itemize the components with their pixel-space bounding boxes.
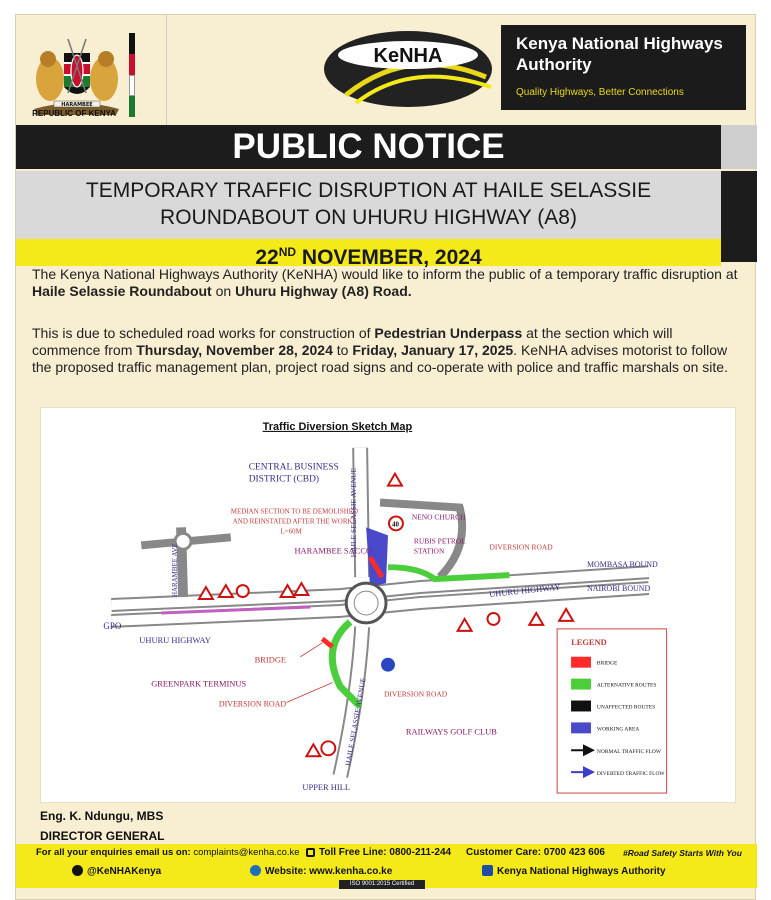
- notice-subtitle: [16, 171, 721, 239]
- globe-icon: [250, 865, 261, 876]
- working-area: [366, 527, 388, 587]
- label-diversion-road-ne: DIVERSION ROAD: [489, 542, 553, 552]
- kenha-tagline: Quality Highways, Better Connections: [516, 87, 684, 98]
- iso-badge: ISO 9001:2015 Certified: [339, 880, 425, 889]
- footer-customer-care[interactable]: Customer Care: 0700 423 606: [466, 847, 605, 858]
- label-rubis-2: STATION: [413, 546, 445, 556]
- footer-hashtag: #Road Safety Starts With You: [623, 848, 742, 858]
- kenha-logo: [316, 25, 501, 113]
- subtitle-line-2: ROUNDABOUT ON UHURU HIGHWAY (A8): [160, 206, 577, 229]
- phone-icon: [306, 848, 315, 857]
- enquiries-label: For all your enquiries email us on:: [36, 847, 194, 858]
- x-icon: [72, 865, 83, 876]
- signatory-name: Eng. K. Ndungu, MBS: [40, 809, 164, 823]
- notice-date: [16, 239, 721, 269]
- x-handle-text[interactable]: @KeNHAKenya: [87, 866, 162, 877]
- label-cbd-1: CENTRAL BUSINESS: [248, 462, 339, 473]
- label-gpo: GPO: [103, 620, 122, 631]
- label-golf-club: RAILWAYS GOLF CLUB: [405, 726, 497, 737]
- footer-website: [250, 865, 392, 877]
- p2-text-c: at the section which will commence from: [32, 325, 673, 358]
- motto-text: HARAMBEE: [61, 102, 93, 108]
- bridge-marker-south: [322, 639, 332, 647]
- legend-label-unaffected: UNAFFECTED ROUTES: [596, 704, 656, 711]
- label-haile-south: HAILE SELASSIE AVENUE: [343, 677, 368, 767]
- label-uhuru-west: UHURU HIGHWAY: [139, 634, 211, 645]
- label-neno-church: NENO CHURCH: [411, 512, 466, 522]
- label-mombasa-bound: MOMBASA BOUND: [586, 560, 658, 570]
- speed-sign-40: 40: [391, 520, 399, 529]
- label-nairobi-bound: NAIROBI BOUND: [586, 584, 651, 594]
- public-notice-heading: PUBLIC NOTICE: [16, 125, 721, 169]
- label-haile-north: HAILE SELASSIE AVENUE: [349, 467, 359, 558]
- kenha-org-name: Kenya National Highways Authority: [516, 34, 723, 74]
- map-title: Traffic Diversion Sketch Map: [262, 420, 413, 433]
- paragraph-intro: [32, 266, 744, 300]
- facebook-text[interactable]: Kenya National Highways Authority: [497, 866, 666, 877]
- date-day: 22: [255, 246, 279, 269]
- label-median-2: AND REINSTATED AFTER THE WORKS: [232, 517, 357, 526]
- p1-road: Uhuru Highway (A8) Road.: [235, 283, 412, 299]
- website-link[interactable]: Website: www.kenha.co.ke: [265, 866, 393, 877]
- kenha-logo-text: KeNHA: [373, 45, 443, 67]
- label-median-1: MEDIAN SECTION TO BE DEMOLISHED: [230, 507, 359, 516]
- coat-of-arms: [24, 33, 129, 137]
- label-diversion-road-s: DIVERSION ROAD: [384, 689, 448, 699]
- kenya-flag-stripe: [129, 33, 135, 117]
- footer-enquiries: [36, 847, 300, 858]
- signatory-title: DIRECTOR GENERAL: [40, 829, 165, 843]
- p2-project: Pedestrian Underpass: [374, 325, 523, 341]
- label-bridge: BRIDGE: [254, 654, 287, 665]
- coat-of-arms-emblem: [24, 33, 129, 115]
- footer-x-handle: [72, 865, 161, 877]
- p2-end-date: Friday, January 17, 2025: [352, 342, 514, 358]
- legend-label-working: WORKING AREA: [596, 726, 640, 733]
- footer-email-link[interactable]: complaints@kenha.co.ke: [193, 847, 300, 858]
- traffic-diversion-map: [40, 407, 736, 803]
- p2-start-date: Thursday, November 28, 2024: [136, 342, 333, 358]
- label-greenpark: GREENPARK TERMINUS: [151, 678, 247, 689]
- public-notice-page: [15, 14, 756, 900]
- legend-label-normal: NORMAL TRAFFIC FLOW: [596, 749, 662, 756]
- legend-swatch-working: [571, 722, 591, 733]
- contact-footer: [16, 844, 757, 888]
- label-diversion-road-w: DIVERSION ROAD: [218, 699, 287, 709]
- republic-label: REPUBLIC OF KENYA: [32, 109, 116, 118]
- p1-location: Haile Selassie Roundabout: [32, 283, 212, 299]
- legend-label-alt: ALTERNATIVE ROUTES: [596, 682, 657, 689]
- heading-side-block: [721, 125, 757, 169]
- p2-text-e: to: [332, 342, 353, 358]
- date-suffix: ND: [278, 245, 297, 259]
- footer-facebook: [482, 865, 666, 877]
- subtitle-side-block: [721, 171, 757, 262]
- label-uhuru-east: UHURU HIGHWAY: [488, 581, 561, 600]
- label-rubis-1: RUBIS PETROL: [413, 536, 466, 546]
- label-harambee-sacco: HARAMBEE SACCO: [294, 545, 373, 556]
- legend-swatch-alt: [571, 679, 591, 690]
- paragraph-details: [32, 325, 744, 376]
- label-cbd-2: DISTRICT (CBD): [248, 474, 320, 485]
- facebook-icon: [482, 865, 493, 876]
- footer-tollfree: [306, 847, 451, 858]
- kenha-brand: [316, 25, 746, 113]
- label-harambee-ave: HARAMBEE AVE: [171, 543, 180, 598]
- p2-text-a: This is due to scheduled road works for construction of: [32, 325, 375, 341]
- legend-label-diverted: DIVERTED TRAFFIC FLOW: [596, 771, 665, 778]
- direction-sign: [381, 658, 395, 672]
- date-rest: NOVEMBER, 2024: [296, 246, 482, 269]
- legend-label-bridge: BRIDGE: [596, 660, 618, 667]
- label-upper-hill: UPPER HILL: [302, 782, 351, 793]
- label-median-3: L=60M: [280, 527, 302, 536]
- legend-swatch-unaffected: [571, 701, 591, 712]
- legend-swatch-bridge: [571, 657, 591, 668]
- header-divider: [166, 15, 167, 125]
- legend-title: LEGEND: [571, 636, 607, 647]
- p1-text-c: on: [211, 283, 236, 299]
- tollfree-text[interactable]: Toll Free Line: 0800-211-244: [319, 847, 452, 858]
- map-legend: [557, 629, 666, 793]
- p2-text-g: . KeNHA advises motorist to follow the proposed traffic management plan, project road signs and co-operate with police and traffic marshals on site.: [32, 342, 728, 375]
- subtitle-line-1: TEMPORARY TRAFFIC DISRUPTION AT HAILE SELASSIE: [85, 179, 652, 202]
- p1-text-a: The Kenya National Highways Authority (KeNHA) would like to inform the public of a temporary traffic disruption at: [32, 266, 738, 282]
